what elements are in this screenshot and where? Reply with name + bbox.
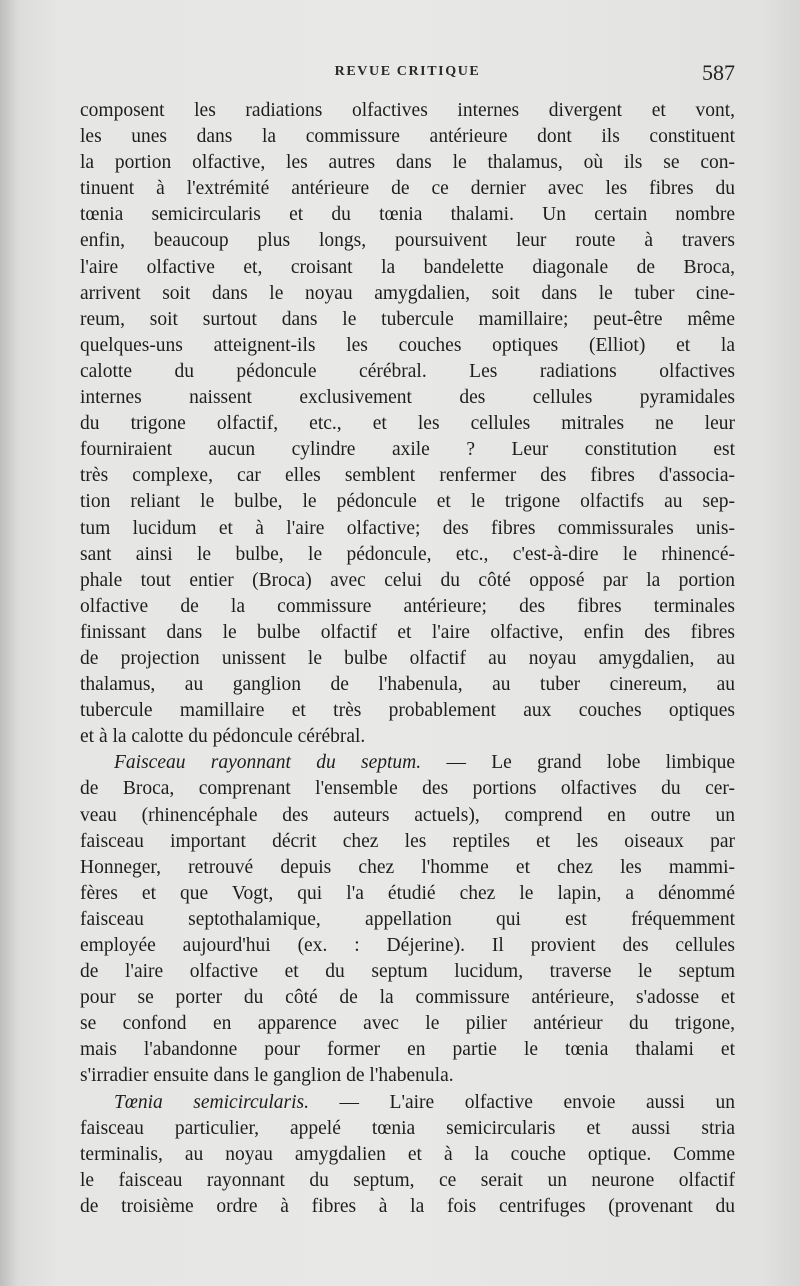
line-text: très complexe, car elles semblent renfermer des fibres d'associa- [80,465,735,487]
line-text: sant ainsi le bulbe, le pédoncule, etc., c'est-à-dire le rhinencé- [80,543,735,565]
line-text: faisceau important décrit chez les reptiles et les oiseaux par [80,830,735,852]
text-line [80,620,735,646]
body-text [80,98,735,1220]
line-text: tinuent à l'extrémité antérieure de ce dernier avec les fibres du [80,178,735,200]
text-line [80,437,735,463]
text-line [80,202,735,228]
text-line [80,255,735,281]
line-text: composent les radiations olfactives internes divergent et vont, [80,100,735,121]
line-text: terminalis, au noyau amygdalien et à la couche optique. Comme [80,1143,735,1165]
text-line [80,829,735,855]
text-line [80,750,735,776]
text-line [80,489,735,515]
line-text: tœnia semicircularis et du tœnia thalami. Un certain nombre [80,204,735,226]
text-line [80,463,735,489]
section-heading: Tœnia semicircularis. [114,1091,310,1113]
line-text: mais l'abandonne pour former en partie le tœnia thalami et [80,1039,735,1061]
text-line [80,855,735,881]
line-text: le faisceau rayonnant du septum, ce serait un neurone olfactif [80,1169,735,1191]
line-text: de projection unissent le bulbe olfactif au noyau amygdalien, au [80,647,735,669]
line-text: l'aire olfactive et, croisant la bandelette diagonale de Broca, [80,256,735,278]
line-text: quelques-uns atteignent-ils les couches optiques (Elliot) et la [80,334,735,356]
line-text: de Broca, comprenant l'ensemble des portions olfactives du cer- [80,778,735,800]
line-text: tum lucidum et à l'aire olfactive; des fibres commissurales unis- [80,517,735,539]
text-line [80,516,735,542]
text-line [80,646,735,672]
line-text: faisceau septothalamique, appellation qui est fréquemment [80,908,735,930]
text-line [80,776,735,802]
line-text: tubercule mamillaire et très probablement aux couches optiques [80,700,735,722]
text-line [80,228,735,254]
line-text: de l'aire olfactive et du septum lucidum, traverse le septum [80,961,735,983]
line-text: fères et que Vogt, qui l'a étudié chez le lapin, a dénommé [80,882,735,904]
section-heading: Faisceau rayonnant du septum. [114,752,422,774]
line-text: reum, soit surtout dans le tubercule mamillaire; peut-être même [80,308,735,330]
line-text: la portion olfactive, les autres dans le thalamus, où ils se con- [80,152,735,174]
text-line [80,1037,735,1063]
text-line [80,176,735,202]
line-text: olfactive de la commissure antérieure; des fibres terminales [80,595,735,617]
text-line [80,1168,735,1194]
line-text: — Le grand lobe limbique [421,752,735,774]
text-line [80,124,735,150]
text-line [80,933,735,959]
line-text: thalamus, au ganglion de l'habenula, au tuber cinereum, au [80,674,735,696]
running-head [80,62,735,86]
text-line [80,568,735,594]
line-text: et à la calotte du pédoncule cérébral. [80,726,366,748]
text-line [80,881,735,907]
text-line [80,333,735,359]
text-line [80,1090,735,1116]
line-text: s'irradier ensuite dans le ganglion de l'habenula. [80,1065,454,1087]
line-text: — L'aire olfactive envoie aussi un [309,1091,735,1113]
line-text: les unes dans la commissure antérieure dont ils constituent [80,126,735,148]
text-line [80,724,735,750]
line-text: tion reliant le bulbe, le pédoncule et le trigone olfactifs au sep- [80,491,735,513]
text-line [80,150,735,176]
line-text: calotte du pédoncule cérébral. Les radiations olfactives [80,360,735,382]
line-text: arrivent soit dans le noyau amygdalien, soit dans le tuber cine- [80,282,735,304]
line-text: veau (rhinencéphale des auteurs actuels), comprend en outre un [80,804,735,826]
line-text: pour se porter du côté de la commissure antérieure, s'adosse et [80,987,735,1009]
text-line [80,698,735,724]
text-line [80,542,735,568]
text-line [80,803,735,829]
text-line [80,1011,735,1037]
line-text: finissant dans le bulbe olfactif et l'aire olfactive, enfin des fibres [80,621,735,643]
text-line [80,1142,735,1168]
text-line [80,672,735,698]
line-text: internes naissent exclusivement des cellules pyramidales [80,387,735,409]
line-text: de troisième ordre à fibres à la fois centrifuges (provenant du [80,1195,735,1217]
text-line [80,959,735,985]
line-text: Honneger, retrouvé depuis chez l'homme et chez les mammi- [80,856,735,878]
line-text: employée aujourd'hui (ex. : Déjerine). Il provient des cellules [80,935,735,956]
text-line [80,1116,735,1142]
text-line [80,281,735,307]
text-line [80,907,735,933]
text-line [80,98,735,124]
line-text: enfin, beaucoup plus longs, poursuivent leur route à travers [80,230,735,252]
text-line [80,307,735,333]
text-line [80,594,735,620]
line-text: faisceau particulier, appelé tœnia semicircularis et aussi stria [80,1117,735,1139]
line-text: fourniraient aucun cylindre axile ? Leur constitution est [80,439,735,461]
line-text: du trigone olfactif, etc., et les cellules mitrales ne leur [80,413,735,435]
text-line [80,1194,735,1220]
text-line [80,1063,735,1089]
text-line [80,385,735,411]
text-line [80,359,735,385]
line-text: se confond en apparence avec le pilier antérieur du trigone, [80,1013,735,1035]
text-line [80,411,735,437]
running-title: REVUE CRITIQUE [334,64,481,79]
page-number: 587 [702,60,735,85]
line-text: phale tout entier (Broca) avec celui du côté opposé par la portion [80,569,735,591]
text-line [80,985,735,1011]
